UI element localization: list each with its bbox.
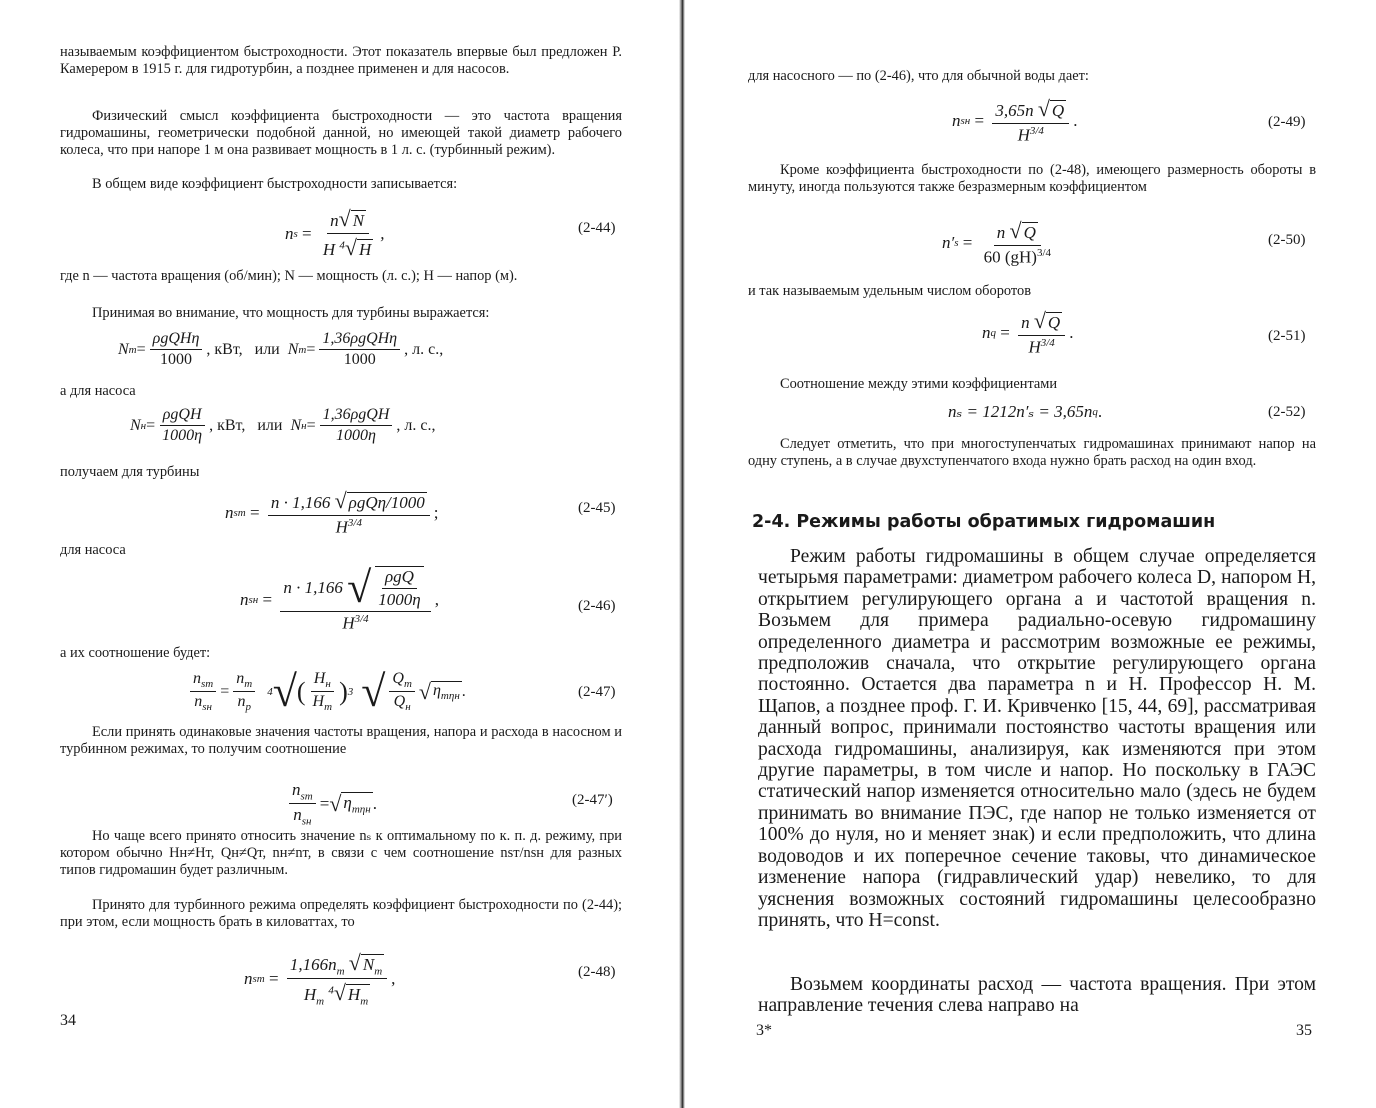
equation-2-44: n s = $\frac{n√ N}{H ^4√ H}$ , (2-44) xyxy=(285,206,616,260)
equation-number: (2-45) xyxy=(578,500,616,516)
paragraph: Кроме коэффициента быстроходности по (2-48), имеющего размерность обороты в минуту, иногда пользуются также безразмерным коэффициентом xyxy=(748,162,1316,195)
signature-mark: 3* xyxy=(756,1022,772,1039)
equation-2-50: n′ s = $\frac{n √ Q}{60 (gH)^{3/4}}$ (2-50) xyxy=(942,218,1306,267)
section-title: 2-4. Режимы работы обратимых гидромашин xyxy=(752,512,1216,532)
equation-pump-power: N н = $\frac{\text{ρgQH}}{1000\eta}$ , кВт, или N н = $\frac{\text{1,36ρgQH}}{1000\eta}$ , л. с., xyxy=(130,406,436,444)
equation-number: (2-46) xyxy=(578,598,616,614)
paragraph: Но чаще всего принято относить значение nₛ к оптимальному по к. п. д. режиму, при котором обычно Hн≠Hт, Qн≠Qт, nн≠nт, в связи с чем соотношение nsт/nsн для разных типов гидромашин будет различным. xyxy=(60,828,622,878)
equation-number: (2-47) xyxy=(578,684,616,700)
equation-turbine-power: N т = $\frac{\text{ρgQHη}}{1000}$ , кВт, или N т = $\frac{\text{1,36ρgQHη}}{1000}$ , л. с., xyxy=(118,330,444,368)
equation-number: (2-51) xyxy=(1268,328,1306,344)
paragraph: Возьмем координаты расход — частота вращения. При этом направление течения слева направо на xyxy=(758,974,1316,1017)
equation-number: (2-44) xyxy=(578,220,616,236)
equation-2-52: nₛ = 1212n′ₛ = 3,65n q . (2-52) xyxy=(948,402,1306,421)
equation-2-49: n sн = $\frac{3,65n √ Q}{H^{3/4}}$ . (2-49) xyxy=(952,96,1306,145)
page-number: 34 xyxy=(60,1012,76,1029)
paragraph: а для насоса xyxy=(60,383,136,399)
paragraph: получаем для турбины xyxy=(60,464,200,480)
paragraph: Принимая во внимание, что мощность для турбины выражается: xyxy=(92,305,490,321)
paragraph: называемым коэффициентом быстроходности. Этот показатель впервые был предложен Р. Камерером в 1915 г. для гидротурбин, а позднее применен и для насосов. xyxy=(60,44,622,77)
paragraph: Следует отметить, что при многоступенчатых гидромашинах принимают напор на одну ступень, а в случае двухступенчатого входа нужно брать расход на один вход. xyxy=(748,436,1316,469)
equation-number: (2-48) xyxy=(578,964,616,980)
paragraph: и так называемым удельным числом оборотов xyxy=(748,283,1031,299)
equation-number: (2-52) xyxy=(1268,404,1306,420)
paragraph: Принято для турбинного режима определять коэффициент быстроходности по (2-44); при этом, если мощность брать в киловаттах, то xyxy=(60,897,622,930)
right-page xyxy=(684,0,1376,1108)
equation-2-48: n sт = $\frac{1,166n_т √ N_т}{H_т ^4√ H_т}$ , (2-48) xyxy=(244,950,616,1008)
page-number: 35 xyxy=(1296,1022,1312,1039)
equation-2-47-prime: $\frac{n_{sт}}{n_{sн}}$ = √ $\eta_{т\eta н}$ . (2-47′) xyxy=(0,780,640,820)
paragraph: где n — частота вращения (об/мин); N — мощность (л. с.); H — напор (м). xyxy=(60,268,518,284)
paragraph: В общем виде коэффициент быстроходности записывается: xyxy=(92,176,458,192)
paragraph: Физический смысл коэффициента быстроходности — это частота вращения гидромашины, геометрически подобной данной, но имеющей такой диаметр рабочего колеса, что при напоре 1 м она развивает мощность в 1 л. с. (турбинный режим). xyxy=(60,108,622,158)
paragraph: для насоса xyxy=(60,542,126,558)
equation-2-46: n sн = n · 1,166 √ $\frac{\text{ρgQ}}{1000\eta}$ $H^{3/4}$ , (2-46) xyxy=(240,563,616,633)
paragraph: а их соотношение будет: xyxy=(60,645,211,661)
paragraph: Режим работы гидромашины в общем случае определяется четырьмя параметрами: диаметром рабочего колеса D, напором H, открытием регулирующего органа a и частотой вращения n. Возьмем для примера радиально-осевую гидромашину определенного диаметра и рассмотрим возможные ее режимы, предположив сначала, что открытие регулирующего органа постоянно. Остается два параметра n и H. Профессор Н. М. Щапов, а позднее проф. Г. И. Кривченко [15, 44, 69], рассматривая данный вопрос, принимали постоянство частоты вращения или расхода гидромашины, анализируя, как изменяются при этом другие параметры, в том числе и напор. Но поскольку в ГАЭС статический напор изменяется относительно мало (здесь не будем принимать во внимание ПЭС, где напор не только изменяется от 100% до нуля, но и меняет знак) и если предположить, что длина водоводов и их поперечное сечение таковы, что динамическое изменение напора (гидравлический удар) невелико, то для уяснения возможных состояний гидромашины целесообразно принять, что H=const. xyxy=(758,546,1316,931)
equation-number: (2-47′) xyxy=(572,792,613,808)
equation-number: (2-49) xyxy=(1268,114,1306,130)
equation-2-47: $\frac{n_{sт}}{n_{sн}}$ = $\frac{n_т}{n_р}$ 4 √ ( $\frac{H_н}{H_т}$ ) 3 √ $\frac{Q_т}{Q_н}$ √ $\eta_{т\eta н}$ . (2-47) xyxy=(0,666,640,722)
fraction: $\frac{n√ N}{H ^4√ H}$ xyxy=(322,206,372,260)
equation-2-51: n q = $\frac{n √ Q}{H^{3/4}}$ . (2-51) xyxy=(982,308,1306,357)
paragraph: Если принять одинаковые значения частоты вращения, напора и расхода в насосном и турбинном режимах, то получим соотношение xyxy=(60,724,622,757)
paragraph: Соотношение между этими коэффициентами xyxy=(780,376,1058,392)
left-page xyxy=(0,0,680,1108)
paragraph: для насосного — по (2-46), что для обычной воды дает: xyxy=(748,68,1089,84)
equation-number: (2-50) xyxy=(1268,232,1306,248)
equation-2-45: n sт = $\frac{\text{n · 1,166 √ ρgQη/1000}}{H^{3/4}}$ ; (2-45) xyxy=(225,488,616,537)
